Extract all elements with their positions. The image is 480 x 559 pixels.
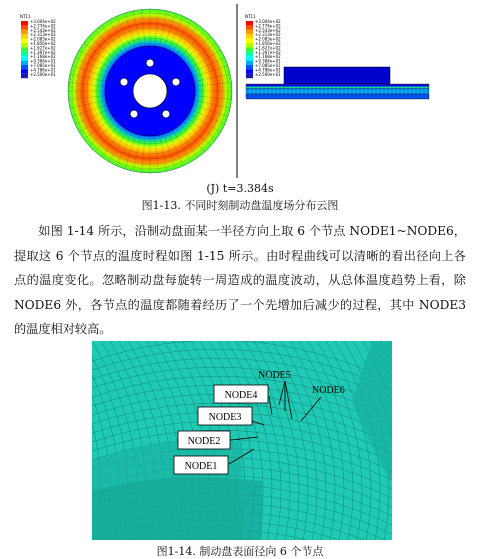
legend-value: +1.397e+02	[30, 49, 56, 55]
legend-swatch	[246, 43, 253, 47]
node-label-6	[312, 385, 345, 396]
legend-value: +1.397e+02	[255, 49, 281, 55]
legend-swatch	[246, 69, 253, 73]
node-label-5	[258, 370, 291, 381]
node-label-4	[214, 385, 268, 403]
legend-value: +1.168e+02	[30, 54, 56, 60]
legend-value: +2.500e+01	[30, 71, 56, 77]
figure-caption-1-13: 图1-13. 不同时刻制动盘温度场分布云图	[141, 199, 339, 212]
legend-value: +3.004e+02	[255, 19, 281, 24]
legend-swatch	[21, 61, 28, 65]
legend-swatch	[246, 65, 253, 69]
legend-value: +1.168e+02	[255, 54, 281, 60]
legend-value: +1.627e+02	[255, 45, 281, 51]
legend-value: +7.085e+01	[30, 63, 56, 68]
legend-value: +1.856e+02	[255, 41, 281, 46]
node-label-2	[178, 431, 230, 449]
legend-swatch	[21, 21, 28, 25]
legend-title: NT11	[20, 14, 31, 19]
legend-swatch	[246, 74, 253, 78]
temperature-field-figure	[0, 0, 480, 180]
figure-caption-1-14: 图1-14. 制动盘表面径向 6 个节点	[156, 545, 324, 558]
legend-value: +9.384e+01	[30, 58, 56, 64]
legend-value: +3.004e+02	[30, 19, 56, 24]
legend-swatch	[246, 25, 253, 29]
legend-value: +2.313e+02	[30, 32, 56, 38]
legend-value: +2.500e+01	[255, 71, 281, 77]
legend-swatch	[246, 39, 253, 43]
legend-swatch	[246, 61, 253, 65]
body-paragraph: 如图 1-14 所示，沿制动盘面某一半径方向上取 6 个节点 NODE1~NODE6，提取这 6 个节点的温度时程如图 1-15 所示。由时程曲线可以清晰的看出径向上各点的温度变化。忽略制动盘每旋转一周造成的温度波动，从总体温度趋势上看，除 NODE6 外，各节点的温度都随着经历了一个先增加后减少的过程，其中 NODE3 的温度相对较高。	[14, 224, 466, 336]
legend-swatch	[21, 25, 28, 29]
panel-label: (J) t=3.384s	[206, 182, 274, 195]
legend-swatch	[21, 65, 28, 69]
legend-value: +2.543e+02	[30, 27, 56, 33]
legend-swatch	[21, 74, 28, 78]
legend-value: +7.085e+01	[255, 63, 281, 68]
legend-value: +2.774e+02	[255, 23, 281, 29]
svg-text:NODE2: NODE2	[187, 436, 221, 447]
legend-swatch	[21, 30, 28, 34]
legend-value: +1.856e+02	[30, 41, 56, 46]
legend-value: +2.083e+02	[30, 36, 56, 42]
legend-swatch	[246, 34, 253, 38]
legend-title-right: NT11	[245, 14, 256, 19]
right-legend	[245, 14, 281, 78]
legend-value: +4.786e+01	[255, 67, 281, 73]
mesh-node-figure	[92, 341, 392, 540]
legend-value: +2.543e+02	[255, 27, 281, 33]
legend-value: +2.313e+02	[255, 32, 281, 38]
legend-swatch	[246, 21, 253, 25]
legend-value: +4.786e+01	[30, 67, 56, 73]
left-legend	[20, 14, 56, 78]
legend-swatch	[21, 43, 28, 47]
svg-text:NODE1: NODE1	[184, 461, 218, 472]
legend-swatch	[246, 56, 253, 60]
node-label-1	[174, 456, 228, 474]
svg-text:NODE5: NODE5	[258, 370, 291, 381]
legend-swatch	[21, 69, 28, 73]
legend-value: +2.083e+02	[255, 36, 281, 42]
svg-text:NODE4: NODE4	[224, 390, 258, 401]
legend-swatch	[246, 30, 253, 34]
legend-swatch	[21, 47, 28, 51]
legend-value: +1.627e+02	[30, 45, 56, 51]
legend-swatch	[246, 52, 253, 56]
svg-text:NODE3: NODE3	[208, 412, 242, 423]
disc-front-view	[68, 9, 232, 173]
node-label-3	[198, 407, 252, 425]
legend-swatch	[21, 39, 28, 43]
legend-value: +2.774e+02	[30, 23, 56, 29]
legend-swatch	[21, 52, 28, 56]
legend-swatch	[21, 56, 28, 60]
legend-swatch	[21, 34, 28, 38]
svg-text:NODE6: NODE6	[312, 385, 345, 396]
legend-swatch	[246, 47, 253, 51]
legend-value: +9.384e+01	[255, 58, 281, 64]
